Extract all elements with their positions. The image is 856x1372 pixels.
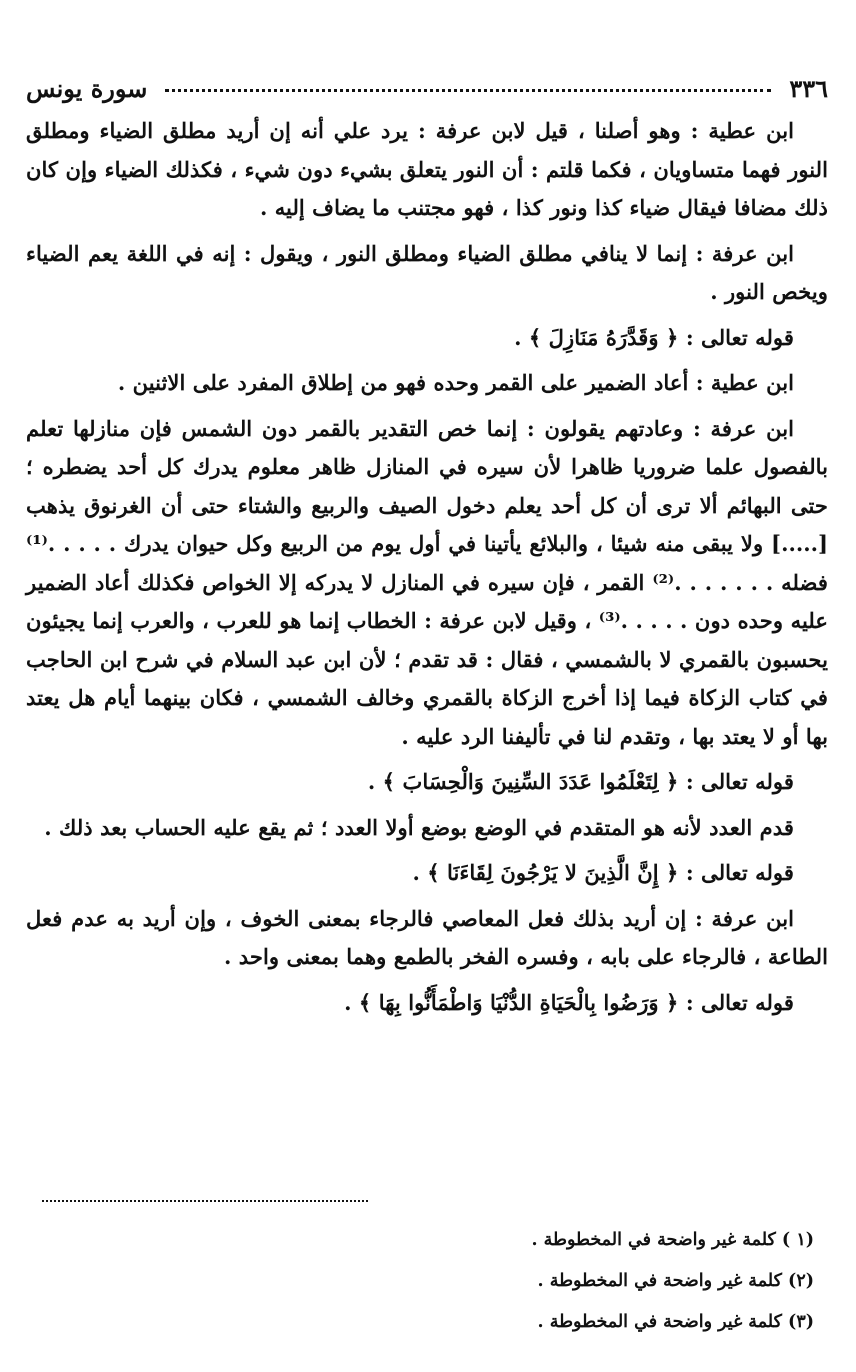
paragraph: قدم العدد لأنه هو المتقدم في الوضع بوضع أولا العدد ؛ ثم يقع عليه الحساب بعد ذلك . (44, 814, 794, 840)
running-header (26, 68, 828, 108)
book-page (26, 0, 828, 1372)
paragraph: ابن عرفة : إن أريد بذلك فعل المعاصي فالرجاء بمعنى الخوف ، وإن أريد به عدم فعل الطاعة ، فالرجاء على بابه ، وفسره الفخر بالطمع وهما بمعنى واحد . (26, 905, 828, 969)
verse-quote: قوله تعالى : ﴿ إِنَّ الَّذِينَ لا يَرْجُونَ لِقَاءَنَا ﴾ . (412, 860, 794, 885)
paragraph: ابن عطية : أعاد الضمير على القمر وحده فهو من إطلاق المفرد على الاثنين . (117, 370, 794, 395)
paragraph: ابن عرفة : وعادتهم يقولون : إنما خص التقدير بالقمر دون الشمس فإن منازلها تعلم بالفصول علما ضروريا ظاهرا لأن سيره في المنازل ظاهر معلوم يدرك كل أحد يضطره ؛حتى البهائم ألا ترى أن كل أحد يعلم دخول الصيف والربيع والشتاء حتى أن الغرنوق يذهب [.....] ولا يبقى منه شيئا ، والبلائع يأتينا في أول يوم من الربيع وكل حيوان يدرك . . . . .⁽¹⁾ فضله . . . . . . .⁽²⁾ القمر ، فإن سيره في المنازل لا يدركه إلا الخواص فكذلك أعاد الضمير عليه وحده دون . . . . .⁽³⁾ ، وقيل لابن عرفة : الخطاب إنما هو للعرب ، والعرب إنما يجيئون يحسبون بالقمري لا بالشمسي ، فقال : قد تقدم ؛ لأن ابن عبد السلام في شرح ابن الحاجب في كتاب الزكاة فيما إذا أخرج الزكاة بالقمري وخالف الشمسي ، فكان بينهما أيام هل يعتد بها أو لا يعتد بها ، وتقدم لنا في تأليفنا الرد عليه . (26, 415, 829, 749)
footnote-3: (٣) كلمة غير واضحة في المخطوطة . (537, 1312, 814, 1332)
header-dotted-rule (165, 89, 771, 92)
footnotes (26, 1220, 814, 1343)
paragraph: ابن عطية : وهو أصلنا ، قيل لابن عرفة : يرد علي أنه إن أريد مطلق الضياء ومطلق النور فهما متساويان ، فكما قلتم : أن النور يتعلق بشيء دون شيء ، فكذلك الضياء وإن كان ذلك مضافا فيقال ضياء كذا ونور كذا ، فهو مجتنب ما يضاف إليه . (26, 118, 828, 220)
footnote-separator (42, 1200, 368, 1202)
footnote-1: (١ ) كلمة غير واضحة في المخطوطة . (531, 1230, 814, 1250)
page-number: ٣٣٦ (789, 73, 828, 103)
verse-quote: قوله تعالى : ﴿ لِتَعْلَمُوا عَدَدَ السِّنِينَ وَالْحِسَابَ ﴾ . (367, 769, 794, 794)
footnote-2: (٢) كلمة غير واضحة في المخطوطة . (537, 1271, 814, 1291)
verse-quote: قوله تعالى : ﴿ وَرَضُوا بِالْحَيَاةِ الدُّنْيَا وَاطْمَأَنُّوا بِهَا ﴾ . (344, 989, 794, 1015)
main-text (26, 112, 828, 1029)
verse-quote: قوله تعالى : ﴿ وَقَدَّرَهُ مَنَازِلَ ﴾ . (514, 324, 794, 350)
surah-title: سورة يونس (26, 73, 148, 103)
paragraph: ابن عرفة : إنما لا ينافي مطلق الضياء ومطلق النور ، ويقول : إنه في اللغة يعم الضياء ويخص النور . (26, 240, 828, 304)
